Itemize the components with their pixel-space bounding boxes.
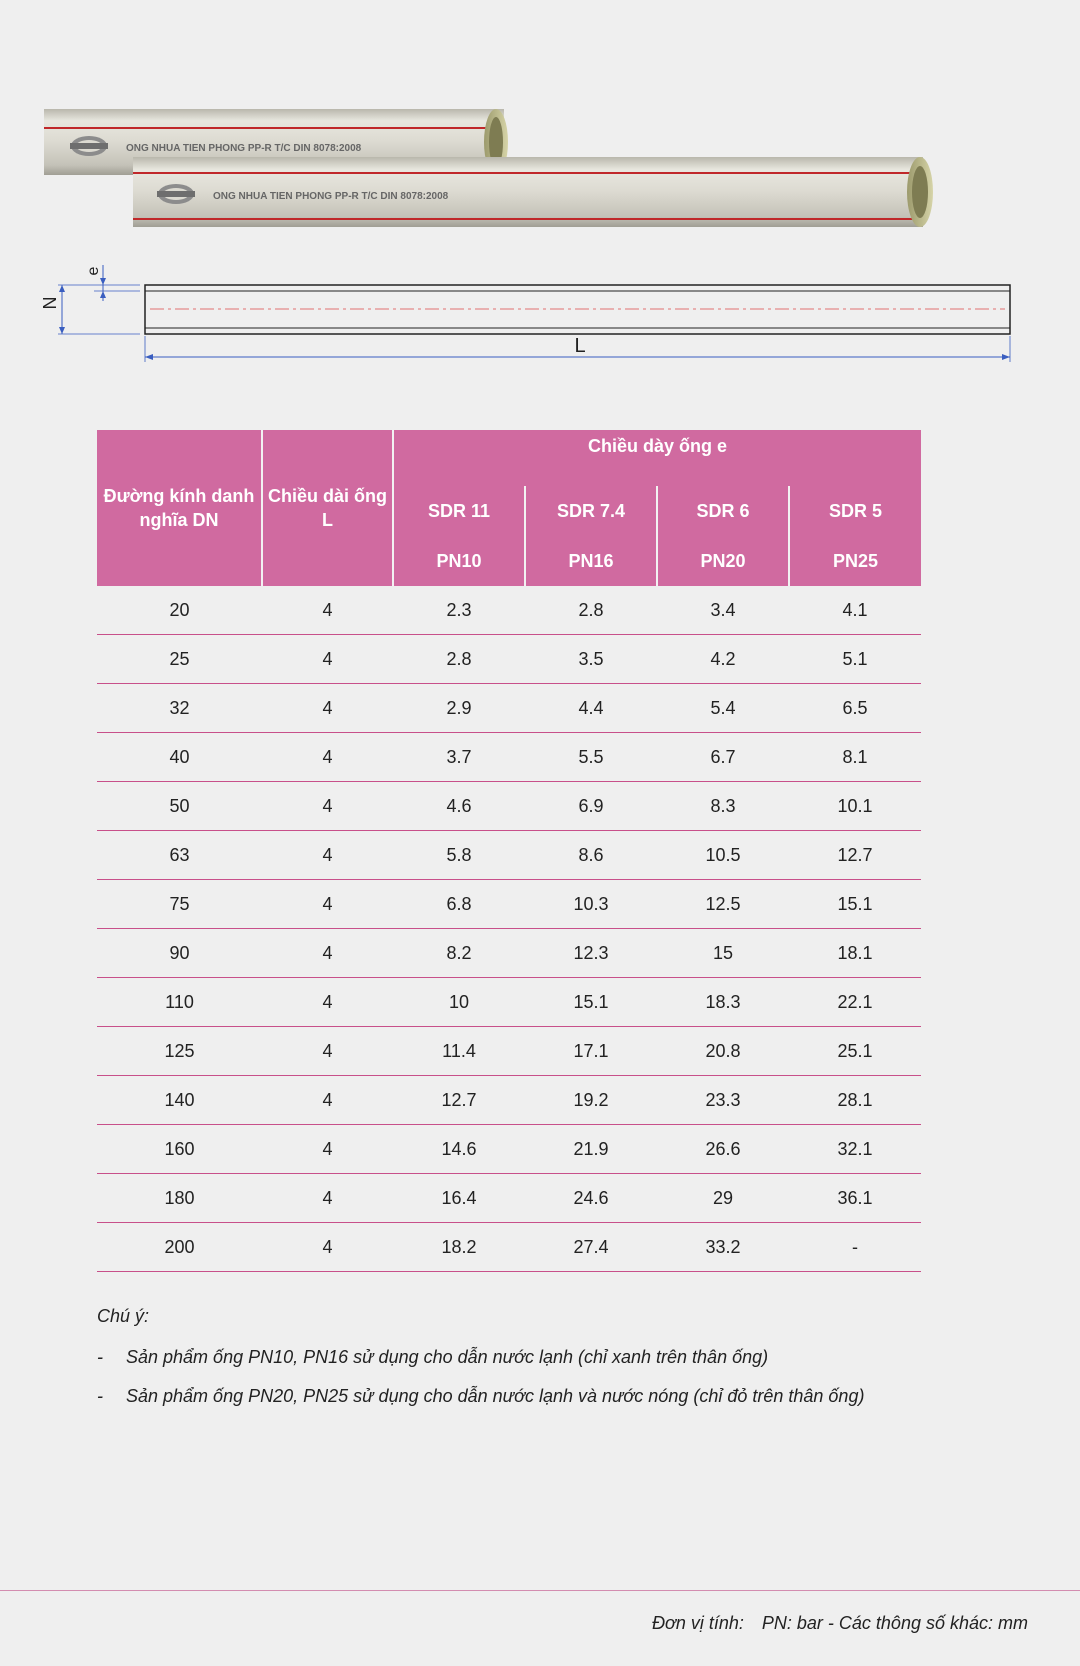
table-row (97, 1223, 921, 1272)
table-row (97, 1174, 921, 1223)
table-cell: 2.8 (393, 635, 525, 684)
table-cell: 23.3 (657, 1076, 789, 1125)
table-cell: 4 (262, 782, 393, 831)
table-cell: 28.1 (789, 1076, 921, 1125)
table-cell: 6.9 (525, 782, 657, 831)
table-cell: 4 (262, 1076, 393, 1125)
table-cell: 6.8 (393, 880, 525, 929)
table-cell: 140 (97, 1076, 262, 1125)
table-cell: 24.6 (525, 1174, 657, 1223)
table-cell: 29 (657, 1174, 789, 1223)
note-text: Sản phẩm ống PN10, PN16 sử dụng cho dẫn nước lạnh (chỉ xanh trên thân ống) (126, 1347, 769, 1367)
note-text: Sản phẩm ống PN20, PN25 sử dụng cho dẫn nước lạnh và nước nóng (chỉ đỏ trên thân ống) (126, 1386, 865, 1406)
pipe-front (133, 157, 933, 227)
table-cell: 10.1 (789, 782, 921, 831)
pipe-spec-table (97, 430, 921, 1272)
table-row (97, 733, 921, 782)
table-cell: 4.4 (525, 684, 657, 733)
table-cell: 5.1 (789, 635, 921, 684)
table-row (97, 880, 921, 929)
table-cell: 160 (97, 1125, 262, 1174)
note-item (97, 1347, 1057, 1368)
table-cell: 2.3 (393, 586, 525, 635)
table-cell: 14.6 (393, 1125, 525, 1174)
table-cell: 15 (657, 929, 789, 978)
table-cell: 5.5 (525, 733, 657, 782)
header-pn: PN10 (393, 536, 525, 586)
table-cell: 15.1 (525, 978, 657, 1027)
table-cell: 4 (262, 586, 393, 635)
table-cell: 33.2 (657, 1223, 789, 1272)
table-cell: 26.6 (657, 1125, 789, 1174)
note-item (97, 1386, 1057, 1407)
unit-value: PN: bar - Các thông số khác: mm (761, 1613, 1028, 1633)
label-l: L (574, 335, 586, 357)
header-pn: PN16 (525, 536, 657, 586)
header-length: Chiều dài ống L (262, 430, 393, 586)
pipe-dimension-diagram (0, 250, 1080, 390)
table-cell: 18.2 (393, 1223, 525, 1272)
table-cell: 2.8 (525, 586, 657, 635)
table-cell: 8.2 (393, 929, 525, 978)
table-cell: 4 (262, 1223, 393, 1272)
table-cell: 8.6 (525, 831, 657, 880)
note-dash: - (97, 1347, 103, 1367)
table-cell: 4 (262, 1174, 393, 1223)
header-dn: Đường kính danh nghĩa DN (97, 430, 262, 586)
table-row (97, 929, 921, 978)
table-cell: 4 (262, 733, 393, 782)
table-cell: 125 (97, 1027, 262, 1076)
table-cell: 180 (97, 1174, 262, 1223)
table-row (97, 1027, 921, 1076)
table-cell: 63 (97, 831, 262, 880)
table-cell: 12.5 (657, 880, 789, 929)
table-cell: 40 (97, 733, 262, 782)
pipe-back-print: ONG NHUA TIEN PHONG PP-R T/C DIN 8078:2008 (126, 143, 362, 154)
table-row (97, 782, 921, 831)
table-cell: 4 (262, 880, 393, 929)
label-n: N (40, 296, 60, 310)
header-sdr: SDR 7.4 (525, 486, 657, 536)
table-cell: 25 (97, 635, 262, 684)
table-cell: 20.8 (657, 1027, 789, 1076)
table-cell: 32.1 (789, 1125, 921, 1174)
footer-units (652, 1613, 1028, 1634)
table-cell: 25.1 (789, 1027, 921, 1076)
table-cell: 20 (97, 586, 262, 635)
table-cell: 17.1 (525, 1027, 657, 1076)
table-cell: 3.4 (657, 586, 789, 635)
table-cell: 8.3 (657, 782, 789, 831)
table-row (97, 831, 921, 880)
table-cell: 4 (262, 1027, 393, 1076)
header-sdr: SDR 5 (789, 486, 921, 536)
table-row (97, 978, 921, 1027)
table-cell: 6.5 (789, 684, 921, 733)
table-cell: 18.3 (657, 978, 789, 1027)
table-cell: 4.1 (789, 586, 921, 635)
table-cell: 21.9 (525, 1125, 657, 1174)
notes-title: Chú ý: (97, 1306, 150, 1326)
header-pn: PN20 (657, 536, 789, 586)
table-cell: 16.4 (393, 1174, 525, 1223)
table-cell: 12.7 (789, 831, 921, 880)
table-cell: 6.7 (657, 733, 789, 782)
table-cell: 5.4 (657, 684, 789, 733)
table-cell: 3.5 (525, 635, 657, 684)
table-cell: 18.1 (789, 929, 921, 978)
table-cell: 8.1 (789, 733, 921, 782)
table-cell: 2.9 (393, 684, 525, 733)
header-pn: PN25 (789, 536, 921, 586)
label-e: e (85, 266, 102, 276)
table-row (97, 1125, 921, 1174)
spec-table-body (97, 586, 921, 1272)
table-cell: 10 (393, 978, 525, 1027)
table-cell: 32 (97, 684, 262, 733)
table-cell: 36.1 (789, 1174, 921, 1223)
table-cell: 4 (262, 1125, 393, 1174)
table-cell: 3.7 (393, 733, 525, 782)
note-dash: - (97, 1386, 103, 1406)
table-cell: 11.4 (393, 1027, 525, 1076)
table-cell: 200 (97, 1223, 262, 1272)
unit-label: Đơn vị tính: (651, 1613, 744, 1633)
table-cell: 4 (262, 929, 393, 978)
table-cell: 4.2 (657, 635, 789, 684)
footer-divider (0, 1590, 1080, 1591)
table-cell: 4 (262, 978, 393, 1027)
table-cell: 27.4 (525, 1223, 657, 1272)
table-cell: 12.7 (393, 1076, 525, 1125)
header-sdr: SDR 11 (393, 486, 525, 536)
table-cell: 4 (262, 635, 393, 684)
table-cell: 10.3 (525, 880, 657, 929)
table-cell: 10.5 (657, 831, 789, 880)
table-cell: 4 (262, 831, 393, 880)
table-row (97, 586, 921, 635)
table-cell: 50 (97, 782, 262, 831)
table-row (97, 684, 921, 733)
table-cell: 19.2 (525, 1076, 657, 1125)
table-row (97, 635, 921, 684)
table-cell: 4.6 (393, 782, 525, 831)
table-cell: - (789, 1223, 921, 1272)
header-thickness: Chiều dày ống e (393, 430, 921, 486)
notes (97, 1306, 1057, 1425)
table-cell: 90 (97, 929, 262, 978)
header-sdr: SDR 6 (657, 486, 789, 536)
pipe-front-print: ONG NHUA TIEN PHONG PP-R T/C DIN 8078:2008 (213, 191, 449, 202)
pipe-illustration (0, 95, 1080, 245)
table-cell: 15.1 (789, 880, 921, 929)
table-cell: 12.3 (525, 929, 657, 978)
table-cell: 75 (97, 880, 262, 929)
table-cell: 22.1 (789, 978, 921, 1027)
table-row (97, 1076, 921, 1125)
table-cell: 5.8 (393, 831, 525, 880)
table-cell: 110 (97, 978, 262, 1027)
table-cell: 4 (262, 684, 393, 733)
